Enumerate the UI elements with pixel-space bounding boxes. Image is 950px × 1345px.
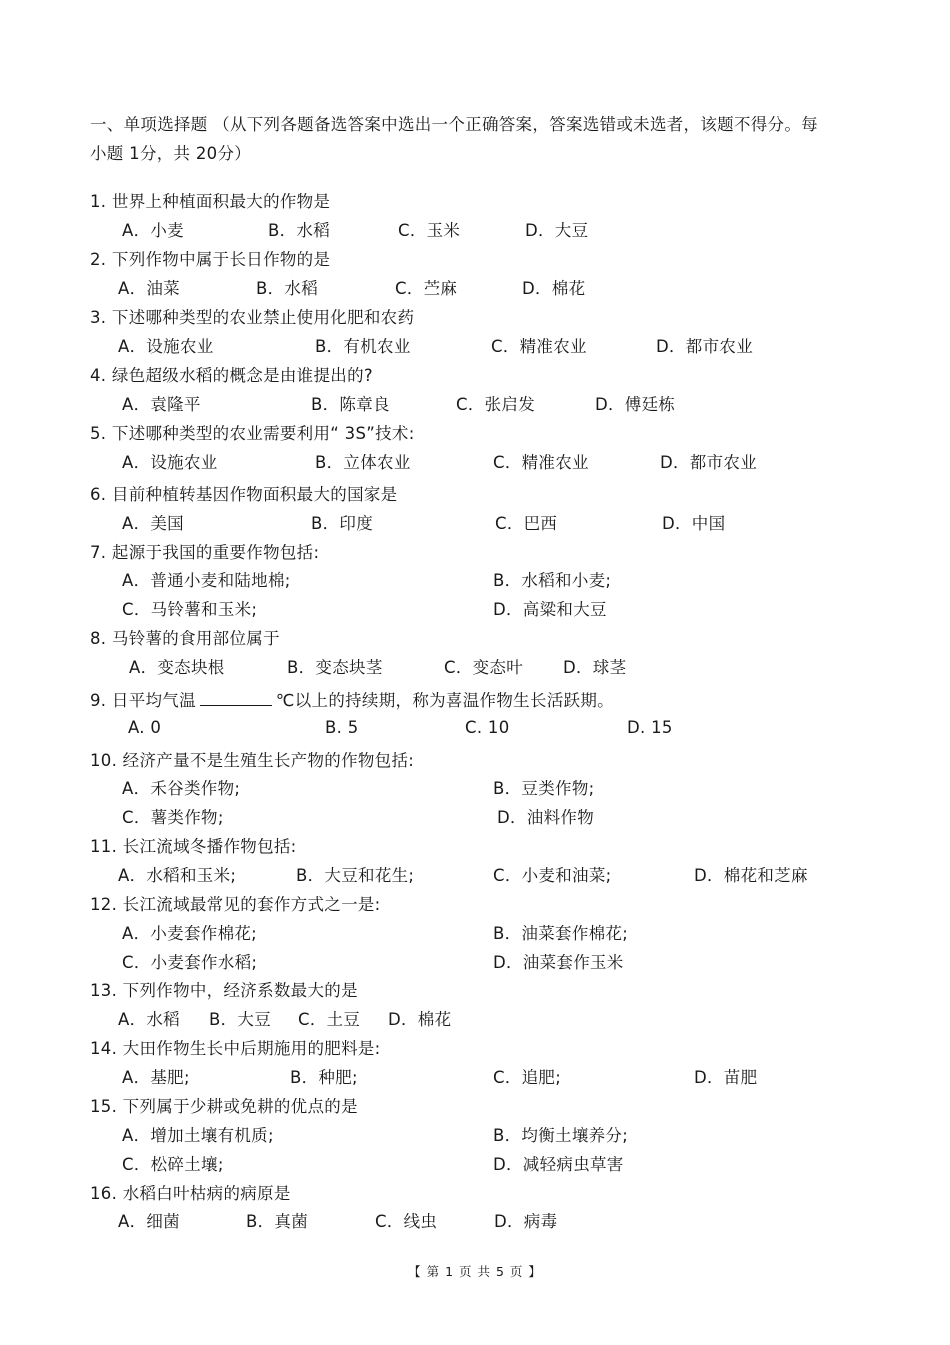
question-stem: 6. 目前种植转基因作物面积最大的国家是 — [90, 485, 398, 504]
option-b: B．豆类作物; — [493, 779, 595, 798]
option-b: B．油菜套作棉花; — [493, 924, 629, 943]
option-b: B．水稻 — [256, 279, 319, 298]
option-a: A. 0 — [128, 718, 162, 737]
option-a: A．基肥; — [122, 1068, 190, 1087]
option-a: A．设施农业 — [122, 453, 218, 472]
question-stem: 14. 大田作物生长中后期施用的肥料是: — [90, 1039, 381, 1058]
option-b: B. 5 — [325, 718, 359, 737]
option-d: D．中国 — [662, 514, 726, 533]
question-stem: 15. 下列属于少耕或免耕的优点的是 — [90, 1097, 358, 1116]
question-stem: 4. 绿色超级水稻的概念是由谁提出的? — [90, 366, 373, 385]
option-d: D．病毒 — [494, 1212, 558, 1231]
question-stem: 13. 下列作物中，经济系数最大的是 — [90, 981, 358, 1000]
option-a: A．水稻 — [118, 1010, 180, 1029]
option-d: D．傅廷栋 — [595, 395, 676, 414]
option-c: C．线虫 — [375, 1212, 438, 1231]
option-b: B．大豆 — [209, 1010, 272, 1029]
option-d: D．油菜套作玉米 — [493, 953, 624, 972]
option-c: C．小麦和油菜; — [493, 866, 612, 885]
option-c: C．小麦套作水稻; — [122, 953, 258, 972]
option-b: B．陈章良 — [311, 395, 390, 414]
option-b: B．水稻 — [268, 221, 331, 240]
option-d: D．都市农业 — [660, 453, 758, 472]
option-c: C．苎麻 — [395, 279, 458, 298]
option-a: A．设施农业 — [118, 337, 214, 356]
option-c: C．薯类作物; — [122, 808, 224, 827]
option-d: D．减轻病虫草害 — [493, 1155, 624, 1174]
option-b: B．均衡土壤养分; — [493, 1126, 629, 1145]
question-stem-part-b: ℃以上的持续期，称为喜温作物生长活跃期。 — [275, 691, 614, 710]
option-d: D．球茎 — [563, 658, 627, 677]
section-heading: 一、单项选择题 （从下列各题备选答案中选出一个正确答案，答案选错或未选者，该题不得分。每小题 1分，共 20分） — [90, 115, 818, 163]
option-b: B．真菌 — [246, 1212, 309, 1231]
option-c: C．土豆 — [298, 1010, 361, 1029]
option-d: D．大豆 — [525, 221, 589, 240]
option-b: B．大豆和花生; — [296, 866, 415, 885]
option-d: D．棉花 — [388, 1010, 452, 1029]
answer-blank — [200, 691, 272, 706]
option-c: C．追肥; — [493, 1068, 562, 1087]
option-d: D．苗肥 — [694, 1068, 758, 1087]
option-d: D．棉花和芝麻 — [694, 866, 808, 885]
option-a: A．油菜 — [118, 279, 180, 298]
option-a: A．细菌 — [118, 1212, 180, 1231]
option-c: C．精准农业 — [493, 453, 589, 472]
option-d: D．高粱和大豆 — [493, 600, 607, 619]
option-a: A．小麦套作棉花; — [122, 924, 258, 943]
question-stem: 10. 经济产量不是生殖生长产物的作物包括: — [90, 751, 415, 770]
option-b: B．印度 — [311, 514, 374, 533]
option-d: D．棉花 — [522, 279, 586, 298]
question-stem: 5. 下述哪种类型的农业需要利用“ 3S”技术: — [90, 424, 415, 443]
option-c: C．玉米 — [398, 221, 461, 240]
option-b: B．有机农业 — [315, 337, 411, 356]
option-a: A．小麦 — [122, 221, 184, 240]
question-stem: 7. 起源于我国的重要作物包括: — [90, 543, 320, 562]
option-c: C．松碎土壤; — [122, 1155, 224, 1174]
option-a: A．变态块根 — [129, 658, 225, 677]
question-stem: 12. 长江流域最常见的套作方式之一是: — [90, 895, 381, 914]
option-a: A．禾谷类作物; — [122, 779, 241, 798]
question-stem-part-a: 9. 日平均气温 — [90, 691, 196, 710]
question-stem — [90, 687, 614, 711]
option-c: C．变态叶 — [444, 658, 524, 677]
question-stem: 11. 长江流域冬播作物包括: — [90, 837, 297, 856]
page-footer: 【 第 1 页 共 5 页 】 — [408, 1264, 542, 1279]
option-d: D．都市农业 — [656, 337, 754, 356]
option-a: A．美国 — [122, 514, 184, 533]
option-a: A．水稻和玉米; — [118, 866, 237, 885]
question-stem: 2. 下列作物中属于长日作物的是 — [90, 250, 331, 269]
option-a: A．袁隆平 — [122, 395, 201, 414]
option-a: A．普通小麦和陆地棉; — [122, 571, 291, 590]
option-d: D．油料作物 — [497, 808, 595, 827]
option-b: B．立体农业 — [315, 453, 411, 472]
option-c: C．精准农业 — [491, 337, 587, 356]
question-stem: 1. 世界上种植面积最大的作物是 — [90, 192, 331, 211]
option-a: A．增加土壤有机质; — [122, 1126, 274, 1145]
option-c: C. 10 — [465, 718, 510, 737]
option-c: C．巴西 — [495, 514, 558, 533]
option-b: B．变态块茎 — [287, 658, 383, 677]
option-c: C．马铃薯和玉米; — [122, 600, 258, 619]
question-stem: 3. 下述哪种类型的农业禁止使用化肥和农药 — [90, 308, 415, 327]
option-b: B．种肥; — [290, 1068, 358, 1087]
option-d: D. 15 — [627, 718, 673, 737]
option-b: B．水稻和小麦; — [493, 571, 612, 590]
question-stem: 8. 马铃薯的食用部位属于 — [90, 629, 280, 648]
option-c: C．张启发 — [456, 395, 536, 414]
question-stem: 16. 水稻白叶枯病的病原是 — [90, 1184, 291, 1203]
